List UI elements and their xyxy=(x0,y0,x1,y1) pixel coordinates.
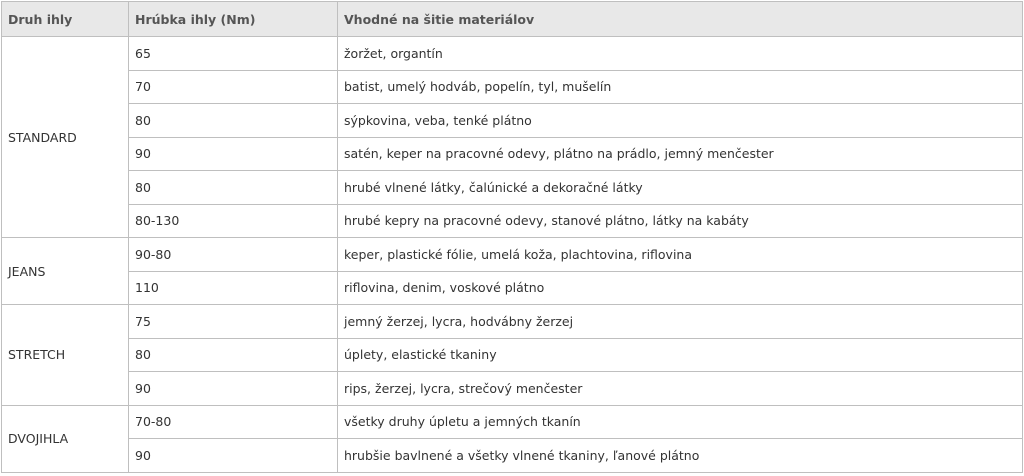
size-cell: 70 xyxy=(129,70,338,104)
materials-cell: hrubé vlnené látky, čalúnické a dekoračné látky xyxy=(338,171,1023,205)
materials-cell: hrubé kepry na pracovné odevy, stanové plátno, látky na kabáty xyxy=(338,204,1023,238)
needle-table xyxy=(1,1,1023,473)
materials-cell: keper, plastické fólie, umelá koža, plachtovina, riflovina xyxy=(338,238,1023,272)
needle-type-cell: STANDARD xyxy=(2,37,129,238)
needle-type-cell: JEANS xyxy=(2,238,129,305)
size-cell: 110 xyxy=(129,271,338,305)
table-row xyxy=(2,204,1023,238)
table-row xyxy=(2,338,1023,372)
materials-cell: sýpkovina, veba, tenké plátno xyxy=(338,104,1023,138)
size-cell: 80-130 xyxy=(129,204,338,238)
table-row xyxy=(2,70,1023,104)
size-cell: 80 xyxy=(129,338,338,372)
table-row xyxy=(2,439,1023,473)
table-row xyxy=(2,137,1023,171)
size-cell: 90-80 xyxy=(129,238,338,272)
size-cell: 90 xyxy=(129,137,338,171)
materials-cell: rips, žerzej, lycra, strečový menčester xyxy=(338,372,1023,406)
materials-cell: jemný žerzej, lycra, hodvábny žerzej xyxy=(338,305,1023,339)
size-cell: 90 xyxy=(129,372,338,406)
size-cell: 80 xyxy=(129,104,338,138)
materials-cell: batist, umelý hodváb, popelín, tyl, mušelín xyxy=(338,70,1023,104)
header-needle-type: Druh ihly xyxy=(2,2,129,37)
table-row xyxy=(2,405,1023,439)
table-row xyxy=(2,305,1023,339)
table-row xyxy=(2,238,1023,272)
size-cell: 80 xyxy=(129,171,338,205)
table-row xyxy=(2,37,1023,71)
table-row xyxy=(2,271,1023,305)
materials-cell: riflovina, denim, voskové plátno xyxy=(338,271,1023,305)
materials-cell: satén, keper na pracovné odevy, plátno na prádlo, jemný menčester xyxy=(338,137,1023,171)
header-materials: Vhodné na šitie materiálov xyxy=(338,2,1023,37)
materials-cell: žoržet, organtín xyxy=(338,37,1023,71)
materials-cell: všetky druhy úpletu a jemných tkanín xyxy=(338,405,1023,439)
size-cell: 65 xyxy=(129,37,338,71)
table-row xyxy=(2,372,1023,406)
table-row xyxy=(2,171,1023,205)
header-row xyxy=(2,2,1023,37)
needle-type-cell: STRETCH xyxy=(2,305,129,406)
size-cell: 75 xyxy=(129,305,338,339)
needle-type-cell: DVOJIHLA xyxy=(2,405,129,472)
materials-cell: úplety, elastické tkaniny xyxy=(338,338,1023,372)
table-row xyxy=(2,104,1023,138)
size-cell: 90 xyxy=(129,439,338,473)
size-cell: 70-80 xyxy=(129,405,338,439)
header-needle-size: Hrúbka ihly (Nm) xyxy=(129,2,338,37)
materials-cell: hrubšie bavlnené a všetky vlnené tkaniny, ľanové plátno xyxy=(338,439,1023,473)
